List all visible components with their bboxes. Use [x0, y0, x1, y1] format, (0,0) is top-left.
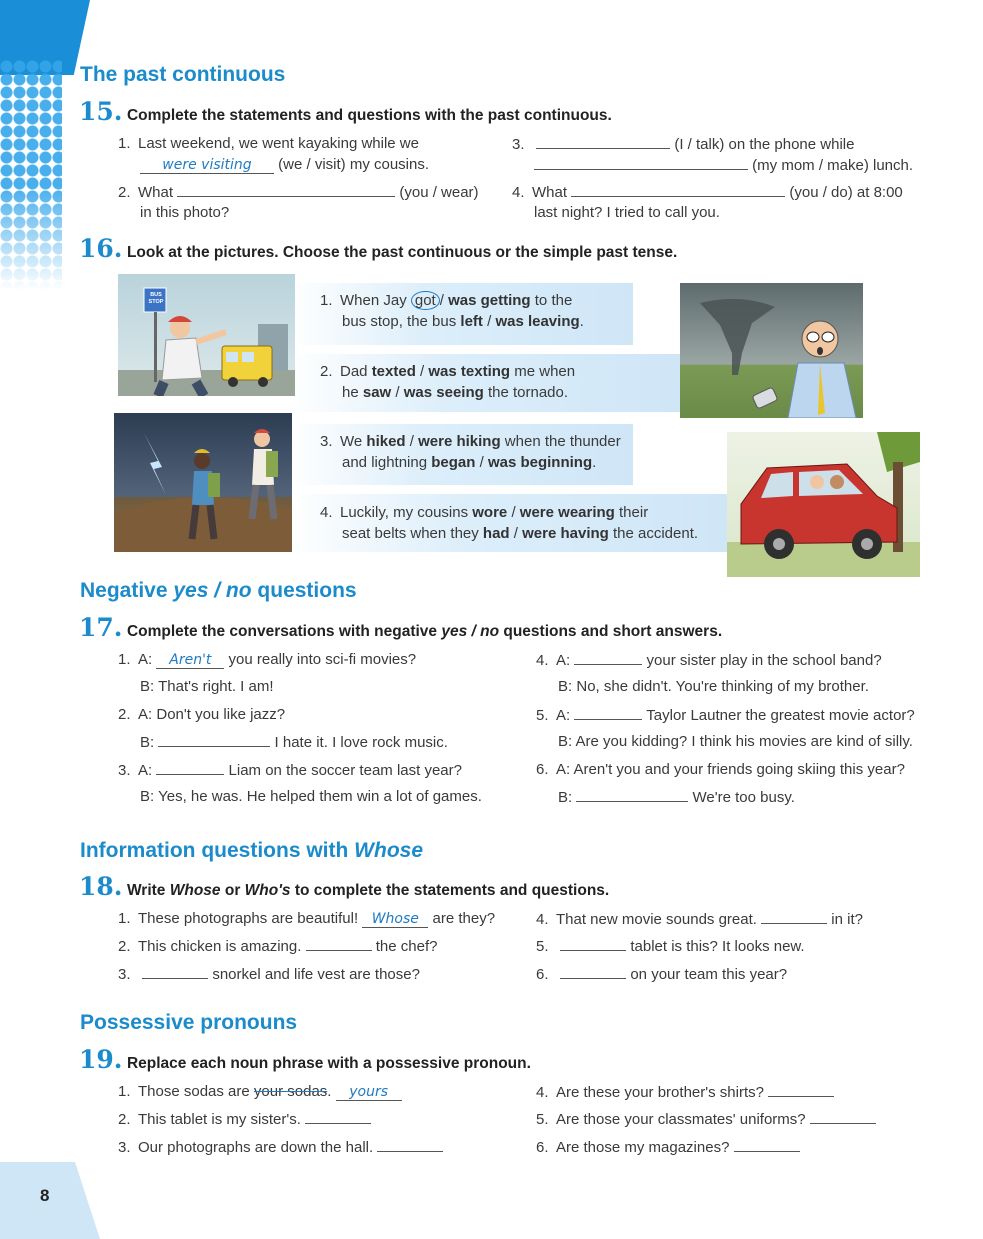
answer-blank[interactable] [177, 181, 395, 197]
answer-blank[interactable] [571, 181, 785, 197]
answer-blank[interactable] [534, 154, 748, 170]
answer-blank[interactable] [142, 963, 208, 979]
option[interactable]: were hiking [418, 433, 501, 450]
exercise-17-header [79, 613, 722, 642]
ex18-item-2: 2. This chicken is amazing. the chef? [118, 935, 437, 957]
answer-blank[interactable] [156, 759, 224, 775]
option[interactable]: was getting [448, 292, 531, 309]
ex17-conv-3-a: 3. A: Liam on the soccer team last year? [118, 759, 462, 781]
ex17-conv-1-a: 1. A: Aren't you really into sci-fi movies? [118, 651, 417, 668]
bus-stop-sign: BUS STOP [148, 292, 164, 305]
option[interactable]: began [431, 454, 476, 471]
ex16-item-1-line-b: bus stop, the bus left / was leaving. [342, 313, 584, 330]
ex16-item-2-line-b: he saw / was seeing the tornado. [342, 384, 569, 401]
ex16-item-3-line-a: 3. We hiked / were hiking when the thunder [320, 433, 621, 450]
option[interactable]: was beginning [487, 454, 593, 471]
answer-blank[interactable]: Whose [362, 912, 428, 928]
answer-blank[interactable] [536, 133, 670, 149]
exercise-number: 16. [79, 234, 123, 263]
ex15-item-3-line-b: (my mom / make) lunch. [534, 154, 913, 176]
answer-blank[interactable] [574, 704, 642, 720]
section-title-whose: Information questions with Whose [80, 839, 424, 862]
ex15-item-4-line-a: 4. What (you / do) at 8:00 [512, 181, 903, 203]
answer-blank[interactable]: Aren't [156, 653, 224, 669]
ex17-conv-5-b: B: Are you kidding? I think his movies are kind of silly. [558, 733, 913, 750]
answer-blank[interactable]: yours [336, 1085, 402, 1101]
car-accident-scene [727, 432, 920, 577]
exercise-instruction: Complete the statements and questions with the past continuous. [126, 107, 612, 124]
page-number: 8 [40, 1186, 50, 1205]
exercise-instruction: Complete the conversations with negative yes / no questions and short answers. [126, 623, 723, 640]
ex17-conv-1-b: B: That's right. I am! [140, 678, 274, 695]
exercise-number: 15. [79, 97, 123, 126]
ex16-item-4-line-b: seat belts when they had / were having the accident. [342, 525, 699, 542]
ex17-conv-6-a: 6. A: Aren't you and your friends going skiing this year? [536, 761, 905, 778]
answer-blank[interactable] [158, 731, 270, 747]
ex19-item-1: 1. Those sodas are your sodas. yours [118, 1081, 402, 1102]
option[interactable]: were wearing [519, 504, 615, 521]
option[interactable]: had [482, 525, 510, 542]
page-tab [0, 1162, 100, 1239]
section-title-possessive-pronouns: Possessive pronouns [80, 1011, 298, 1034]
dot-pattern [0, 60, 62, 290]
answer-blank[interactable] [576, 786, 688, 802]
section-title-negative-questions: Negative yes / no questions [80, 579, 357, 602]
exercise-18-header [79, 872, 609, 901]
option[interactable]: was seeing [403, 384, 484, 401]
ex16-item-1-line-a: 1. When Jay got / was getting to the [320, 292, 573, 309]
bus-stop-illustration [118, 274, 295, 396]
exercise-19-header [79, 1045, 531, 1074]
answer-blank[interactable]: were visiting [140, 158, 274, 174]
car-accident-illustration [727, 432, 920, 577]
option[interactable]: hiked [366, 433, 406, 450]
ex19-item-5: 5. Are those your classmates' uniforms? [536, 1108, 876, 1130]
option[interactable]: wore [472, 504, 508, 521]
ex15-item-1-line-a: 1. Last weekend, we went kayaking while we [118, 135, 419, 152]
ex17-conv-5-a: 5. A: Taylor Lautner the greatest movie actor? [536, 704, 915, 726]
ex17-conv-4-b: B: No, she didn't. You're thinking of my brother. [558, 678, 869, 695]
option[interactable]: was leaving [495, 313, 580, 330]
answer-blank[interactable] [761, 908, 827, 924]
section-title-past-continuous: The past continuous [80, 63, 286, 86]
ex15-item-1-line-b: were visiting (we / visit) my cousins. [140, 154, 429, 175]
exercise-number: 19. [79, 1045, 123, 1074]
answer-blank[interactable] [560, 935, 626, 951]
ex17-conv-2-b: B: I hate it. I love rock music. [140, 731, 448, 753]
answer-blank[interactable] [574, 649, 642, 665]
ex18-item-3: 3. snorkel and life vest are those? [118, 963, 420, 985]
answer-blank[interactable] [560, 963, 626, 979]
tornado-illustration [680, 283, 863, 418]
ex18-item-5: 5. tablet is this? It looks new. [536, 935, 805, 957]
option[interactable]: saw [362, 384, 392, 401]
ex17-conv-6-b: B: We're too busy. [558, 786, 795, 808]
ex19-item-4: 4. Are these your brother's shirts? [536, 1081, 834, 1103]
ex16-item-2-line-a: 2. Dad texted / was texting me when [320, 363, 576, 380]
answer-blank[interactable] [810, 1108, 876, 1124]
ex17-conv-2-a: 2. A: Don't you like jazz? [118, 706, 286, 723]
ex17-conv-3-b: B: Yes, he was. He helped them win a lot of games. [140, 788, 482, 805]
answer-blank[interactable] [305, 1108, 371, 1124]
answer-blank[interactable] [306, 935, 372, 951]
ex19-item-3: 3. Our photographs are down the hall. [118, 1136, 443, 1158]
exercise-16-header [79, 234, 677, 263]
option[interactable]: texted [371, 363, 416, 380]
exercise-instruction: Look at the pictures. Choose the past continuous or the simple past tense. [126, 244, 678, 261]
ex18-item-6: 6. on your team this year? [536, 963, 787, 985]
option[interactable]: were having [522, 525, 609, 542]
ex15-item-3-line-a: 3. (I / talk) on the phone while [512, 133, 854, 155]
tornado-scene [680, 283, 863, 418]
exercise-15-header [79, 97, 612, 126]
ex15-item-2-line-b: in this photo? [140, 204, 230, 221]
ex19-item-2: 2. This tablet is my sister's. [118, 1108, 371, 1130]
ex16-item-3-line-b: and lightning began / was beginning. [342, 454, 597, 471]
exercise-number: 18. [79, 872, 123, 901]
ex15-item-4-line-b: last night? I tried to call you. [534, 204, 720, 221]
option[interactable]: left [460, 313, 483, 330]
answer-blank[interactable] [768, 1081, 834, 1097]
crossed-out-phrase: your sodas [253, 1083, 328, 1100]
ex18-item-4: 4. That new movie sounds great. in it? [536, 908, 863, 930]
hiking-illustration [114, 413, 292, 552]
exercise-instruction: Write Whose or Who's to complete the statements and questions. [126, 882, 610, 899]
ex15-item-2-line-a: 2. What (you / wear) [118, 181, 479, 203]
ex19-item-6: 6. Are those my magazines? [536, 1136, 800, 1158]
ex16-item-4-line-a: 4. Luckily, my cousins wore / were wearing their [320, 504, 649, 521]
ex18-item-1: 1. These photographs are beautiful! Whose are they? [118, 910, 496, 927]
answer-blank[interactable] [377, 1136, 443, 1152]
exercise-instruction: Replace each noun phrase with a possessive pronoun. [126, 1055, 531, 1072]
hiking-scene [114, 413, 292, 552]
answer-circled[interactable]: got [411, 291, 440, 310]
exercise-number: 17. [79, 613, 123, 642]
answer-blank[interactable] [734, 1136, 800, 1152]
ex17-conv-4-a: 4. A: your sister play in the school band? [536, 649, 882, 671]
option[interactable]: was texting [428, 363, 511, 380]
